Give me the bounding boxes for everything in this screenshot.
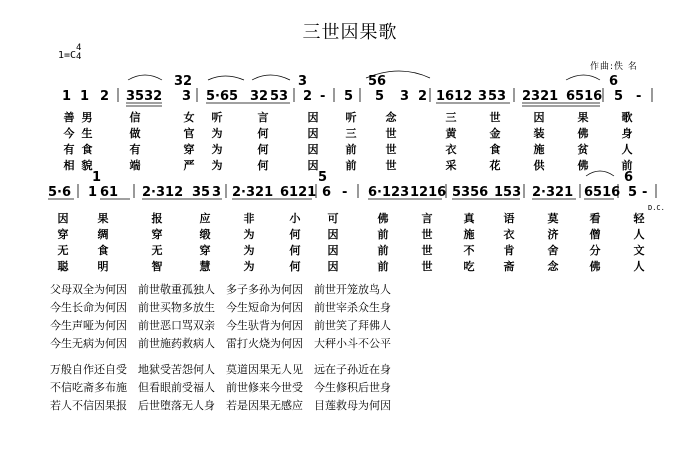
lyric-char: 三	[345, 127, 357, 140]
lyric-char: 生	[81, 127, 93, 140]
svg-text:3: 3	[182, 89, 192, 104]
svg-text:3: 3	[400, 89, 410, 104]
lyric-char: 言	[421, 212, 433, 225]
svg-text:3: 3	[212, 185, 222, 200]
svg-text:6516: 6516	[584, 185, 621, 200]
lyric-char: 为	[211, 159, 223, 172]
lyric-char: 果	[577, 111, 589, 124]
lyric-char: 前	[621, 159, 633, 172]
verse-line: 万般自作还自受 地狱受苦怨何人 莫道因果无人见 远在子孙近在身	[50, 363, 391, 376]
lyric-char: 何	[289, 260, 301, 273]
lyric-char: 歌	[621, 111, 633, 124]
lyric-char: 何	[257, 127, 269, 140]
lyric-char: 为	[211, 127, 223, 140]
svg-text:2·312: 2·312	[142, 185, 184, 200]
lyric-char: 穿	[183, 143, 195, 156]
lyric-char: 人	[633, 228, 645, 241]
lyric-char: 为	[243, 260, 255, 273]
svg-text:-: -	[320, 89, 326, 104]
lyric-char: 食	[81, 143, 93, 156]
lyric-char: 花	[489, 159, 501, 172]
song-title: 三世因果歌	[302, 22, 398, 43]
svg-text:6121: 6121	[280, 185, 317, 200]
lyric-char: 应	[199, 212, 211, 225]
svg-text:1: 1	[88, 185, 98, 200]
lyric-char: 何	[257, 159, 269, 172]
lyric-char: 因	[327, 244, 339, 257]
lyric-char: 语	[503, 212, 515, 225]
lyric-row	[0, 157, 700, 173]
svg-text:2·321: 2·321	[232, 185, 274, 200]
svg-text:5: 5	[318, 170, 328, 185]
lyric-char: 世	[385, 127, 397, 140]
staff-line-2	[48, 170, 656, 200]
lyric-row	[0, 125, 700, 141]
lyric-char: 听	[211, 111, 223, 124]
lyric-char: 施	[533, 143, 545, 156]
lyric-char: 分	[589, 244, 601, 257]
svg-text:153: 153	[494, 185, 522, 200]
lyric-char: 穿	[199, 244, 211, 257]
lyric-char: 黄	[445, 127, 457, 140]
lyric-char: 严	[183, 159, 195, 172]
lyric-char: 装	[533, 127, 545, 140]
lyric-char: 前	[377, 228, 389, 241]
lyric-char: 因	[307, 127, 319, 140]
time-denominator: 4	[76, 52, 82, 62]
time-numerator: 4	[76, 43, 82, 53]
svg-text:-: -	[636, 89, 642, 104]
lyric-char: 文	[633, 244, 645, 257]
lyric-char: 因	[307, 143, 319, 156]
lyric-char: 轻	[633, 212, 645, 225]
lyric-char: 衣	[445, 143, 457, 156]
verses-section	[50, 281, 391, 415]
verse-line: 父母双全为何因 前世敬重孤独人 多子多孙为何因 前世开笼放鸟人	[50, 283, 391, 296]
lyric-char: 穿	[57, 228, 69, 241]
lyric-char: 世	[385, 159, 397, 172]
da-capo-mark: D.C.	[648, 204, 665, 212]
lyric-char: 做	[129, 127, 141, 140]
lyric-row	[0, 141, 700, 157]
svg-text:35: 35	[192, 185, 211, 200]
svg-text:6: 6	[322, 185, 332, 200]
svg-text:6: 6	[624, 170, 634, 185]
svg-text:5356: 5356	[452, 185, 489, 200]
verse-line: 今生声哑为何因 前世恶口骂双亲 今生驮背为何因 前世笑了拜佛人	[50, 319, 391, 332]
svg-text:53: 53	[270, 89, 289, 104]
lyric-char: 信	[129, 111, 141, 124]
lyric-char: 念	[547, 260, 559, 273]
lyric-char: 佛	[577, 127, 589, 140]
svg-text:3: 3	[478, 89, 488, 104]
lyric-row	[0, 226, 700, 242]
lyric-char: 济	[547, 228, 559, 241]
svg-text:6516: 6516	[566, 89, 603, 104]
lyric-row	[0, 109, 700, 125]
lyric-char: 人	[633, 260, 645, 273]
key-label: 1=C	[58, 50, 77, 61]
lyric-char: 因	[307, 159, 319, 172]
lyric-char: 食	[489, 143, 501, 156]
lyric-row	[0, 242, 700, 258]
lyric-char: 采	[445, 159, 457, 172]
lyric-char: 何	[289, 244, 301, 257]
lyric-char: 果	[97, 212, 109, 225]
lyric-char: 吃	[463, 260, 475, 273]
lyric-char: 前	[345, 143, 357, 156]
lyric-char: 看	[589, 212, 601, 225]
lyric-char: 念	[385, 111, 397, 124]
svg-text:5: 5	[614, 89, 624, 104]
svg-text:1612: 1612	[436, 89, 473, 104]
svg-text:61: 61	[100, 185, 119, 200]
lyric-char: 佛	[589, 260, 601, 273]
verses-block-a	[50, 281, 391, 353]
lyric-char: 身	[621, 127, 633, 140]
staff-line-1	[62, 71, 652, 106]
svg-text:53: 53	[488, 89, 507, 104]
svg-text:1: 1	[62, 89, 72, 104]
lyric-char: 世	[385, 143, 397, 156]
lyric-char: 莫	[547, 212, 559, 225]
lyric-char: 小	[289, 212, 301, 225]
lyric-char: 听	[345, 111, 357, 124]
lyric-char: 金	[489, 127, 501, 140]
lyric-char: 世	[421, 260, 433, 273]
lyric-char: 佛	[577, 159, 589, 172]
lyric-char: 穿	[151, 228, 163, 241]
lyric-char: 相	[63, 159, 75, 172]
verse-line: 不信吃斋多布施 但看眼前受福人 前世修来今世受 今生修积后世身	[50, 381, 391, 394]
lyric-row	[0, 210, 700, 226]
lyric-char: 女	[183, 111, 195, 124]
lyric-char: 佛	[377, 212, 389, 225]
lyric-char: 食	[97, 244, 109, 257]
svg-text:56: 56	[368, 74, 387, 89]
lyric-char: 报	[151, 212, 163, 225]
lyric-char: 因	[533, 111, 545, 124]
svg-text:3532: 3532	[126, 89, 163, 104]
verse-line: 今生无病为何因 前世施药救病人 雷打火烧为何因 大秤小斗不公平	[50, 337, 391, 350]
lyric-char: 为	[211, 143, 223, 156]
lyric-char: 肯	[503, 244, 515, 257]
lyric-char: 三	[445, 111, 457, 124]
svg-text:6: 6	[609, 74, 619, 89]
svg-text:1: 1	[92, 170, 102, 185]
svg-text:2: 2	[418, 89, 428, 104]
svg-text:6·123: 6·123	[368, 185, 410, 200]
lyric-char: 有	[129, 143, 141, 156]
lyric-char: 前	[377, 260, 389, 273]
lyric-char: 斋	[503, 260, 515, 273]
lyric-char: 贫	[577, 143, 589, 156]
lyric-char: 善	[63, 111, 75, 124]
lyric-row	[0, 258, 700, 274]
lyric-char: 施	[463, 228, 475, 241]
lyric-char: 缎	[199, 228, 211, 241]
verse-line: 若人不信因果报 后世堕落无人身 若是因果无感应 目莲救母为何因	[50, 399, 391, 412]
lyric-char: 不	[463, 244, 475, 257]
lyric-char: 前	[377, 244, 389, 257]
lyric-char: 世	[489, 111, 501, 124]
composer-credit: 作曲:佚 名	[590, 62, 638, 72]
svg-text:5: 5	[628, 185, 638, 200]
lyric-char: 端	[129, 159, 141, 172]
svg-text:5: 5	[375, 89, 385, 104]
svg-text:32: 32	[250, 89, 269, 104]
lyric-char: 今	[63, 127, 75, 140]
lyric-char: 供	[533, 159, 545, 172]
svg-text:2·321: 2·321	[532, 185, 574, 200]
lyric-char: 无	[151, 244, 163, 257]
lyric-char: 聪	[57, 260, 69, 273]
lyric-char: 真	[463, 212, 475, 225]
lyric-char: 无	[57, 244, 69, 257]
lyric-char: 前	[345, 159, 357, 172]
svg-text:1216: 1216	[410, 185, 447, 200]
lyric-char: 有	[63, 143, 75, 156]
lyric-char: 舍	[547, 244, 559, 257]
lyric-char: 因	[327, 228, 339, 241]
lyric-char: 男	[81, 111, 93, 124]
lyric-char: 僧	[589, 228, 601, 241]
verse-line: 今生长命为何因 前世买物多放生 今生短命为何因 前世宰杀众生身	[50, 301, 391, 314]
svg-text:2321: 2321	[522, 89, 559, 104]
lyric-char: 明	[97, 260, 109, 273]
lyric-char: 智	[151, 260, 163, 273]
lyric-char: 绸	[97, 228, 109, 241]
lyric-char: 人	[621, 143, 633, 156]
lyric-char: 为	[243, 244, 255, 257]
svg-text:3: 3	[298, 74, 308, 89]
lyric-char: 非	[243, 212, 255, 225]
svg-text:5: 5	[344, 89, 354, 104]
svg-text:5·6: 5·6	[48, 185, 72, 200]
svg-text:-: -	[642, 185, 648, 200]
lyric-char: 因	[327, 260, 339, 273]
lyric-char: 慧	[199, 260, 211, 273]
lyric-char: 可	[327, 212, 339, 225]
svg-text:5·65: 5·65	[206, 89, 239, 104]
verses-block-b	[50, 361, 391, 415]
lyric-char: 衣	[503, 228, 515, 241]
lyric-char: 官	[183, 127, 195, 140]
svg-text:2: 2	[303, 89, 313, 104]
lyric-char: 因	[57, 212, 69, 225]
svg-text:1: 1	[80, 89, 90, 104]
lyric-char: 何	[257, 143, 269, 156]
svg-text:-: -	[342, 185, 348, 200]
lyric-char: 因	[307, 111, 319, 124]
lyric-char: 世	[421, 228, 433, 241]
lyric-char: 言	[257, 111, 269, 124]
svg-text:2: 2	[100, 89, 110, 104]
lyric-char: 貌	[81, 159, 93, 172]
lyric-char: 为	[243, 228, 255, 241]
lyric-char: 世	[421, 244, 433, 257]
svg-text:32: 32	[174, 74, 193, 89]
lyric-char: 何	[289, 228, 301, 241]
